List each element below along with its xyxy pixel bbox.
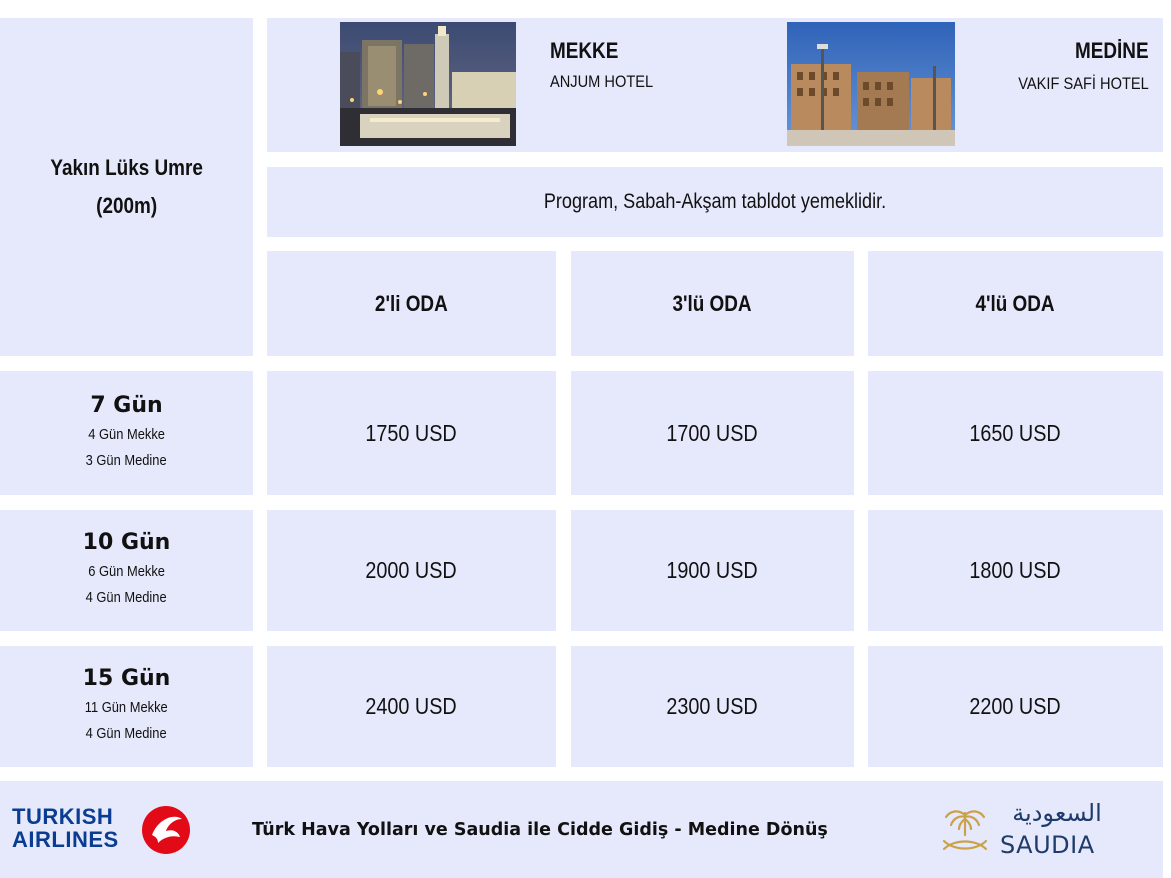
- duration-days: 15 Gün: [82, 666, 171, 691]
- duration-medine: 4 Gün Medine: [85, 589, 168, 606]
- duration-days: 10 Gün: [82, 530, 171, 555]
- price-value: 1750 USD: [365, 419, 458, 446]
- price-value: 1900 USD: [666, 557, 759, 583]
- room-type-label: 3'lü ODA: [672, 290, 753, 316]
- footer-airlines: [0, 781, 1163, 878]
- package-title: [50, 149, 202, 225]
- package-title-line1: Yakın Lüks Umre: [50, 155, 203, 180]
- mekke-hotel-name: ANJUM HOTEL: [550, 72, 654, 91]
- turkish-airlines-line1: TURKISH: [12, 804, 114, 829]
- price-cell: [868, 646, 1163, 767]
- medine-hotel-photo: [787, 22, 955, 146]
- price-value: 1650 USD: [969, 419, 1062, 446]
- price-cell: [868, 510, 1163, 631]
- saudia-arabic-wordmark: السعودية: [1012, 799, 1102, 827]
- room-type-header: [267, 251, 556, 356]
- room-type-header: [571, 251, 854, 356]
- saudia-palm-swords-icon: [938, 805, 992, 857]
- package-title-cell: [0, 18, 253, 356]
- program-note: Program, Sabah-Akşam tabldot yemeklidir.: [543, 190, 887, 213]
- price-value: 1800 USD: [969, 557, 1062, 583]
- duration-cell: [0, 371, 253, 495]
- program-note-cell: [267, 167, 1163, 237]
- room-type-label: 2'li ODA: [375, 290, 448, 316]
- medine-hotel-name: VAKIF SAFİ HOTEL: [1018, 74, 1149, 93]
- duration-cell: [0, 646, 253, 767]
- price-cell: [571, 646, 854, 767]
- price-value: 2400 USD: [365, 693, 458, 719]
- price-value: 1700 USD: [666, 419, 759, 446]
- mekke-city-name: MEKKE: [550, 38, 619, 63]
- duration-cell: [0, 510, 253, 631]
- package-title-line2: (200m): [95, 193, 157, 218]
- price-value: 2300 USD: [666, 693, 759, 719]
- room-type-label: 4'lü ODA: [975, 290, 1056, 316]
- saudia-latin-wordmark: SAUDIA: [1000, 831, 1095, 859]
- room-type-header: [868, 251, 1163, 356]
- duration-days: 7 Gün: [90, 392, 163, 418]
- flight-info: Türk Hava Yolları ve Saudia ile Cidde Gidiş - Medine Dönüş: [252, 820, 828, 840]
- duration-mekke: 11 Gün Mekke: [85, 699, 168, 716]
- price-cell: [267, 510, 556, 631]
- price-cell: [868, 371, 1163, 495]
- duration-mekke: 6 Gün Mekke: [88, 563, 165, 580]
- price-cell: [571, 510, 854, 631]
- mekke-hotel-photo: [340, 22, 516, 146]
- hotels-header: [267, 18, 1163, 152]
- price-value: 2200 USD: [969, 693, 1062, 719]
- turkish-airlines-bird-icon: [140, 805, 192, 855]
- turkish-airlines-line2: AIRLINES: [12, 827, 119, 852]
- duration-medine: 4 Gün Medine: [85, 725, 168, 742]
- turkish-airlines-logo: [12, 805, 202, 855]
- price-cell: [571, 371, 854, 495]
- duration-mekke: 4 Gün Mekke: [88, 425, 165, 443]
- medine-city-name: MEDİNE: [1075, 38, 1149, 63]
- price-value: 2000 USD: [365, 557, 458, 583]
- saudia-logo: [938, 799, 1118, 859]
- price-cell: [267, 371, 556, 495]
- price-cell: [267, 646, 556, 767]
- duration-medine: 3 Gün Medine: [85, 451, 168, 469]
- turkish-airlines-wordmark: [12, 805, 119, 851]
